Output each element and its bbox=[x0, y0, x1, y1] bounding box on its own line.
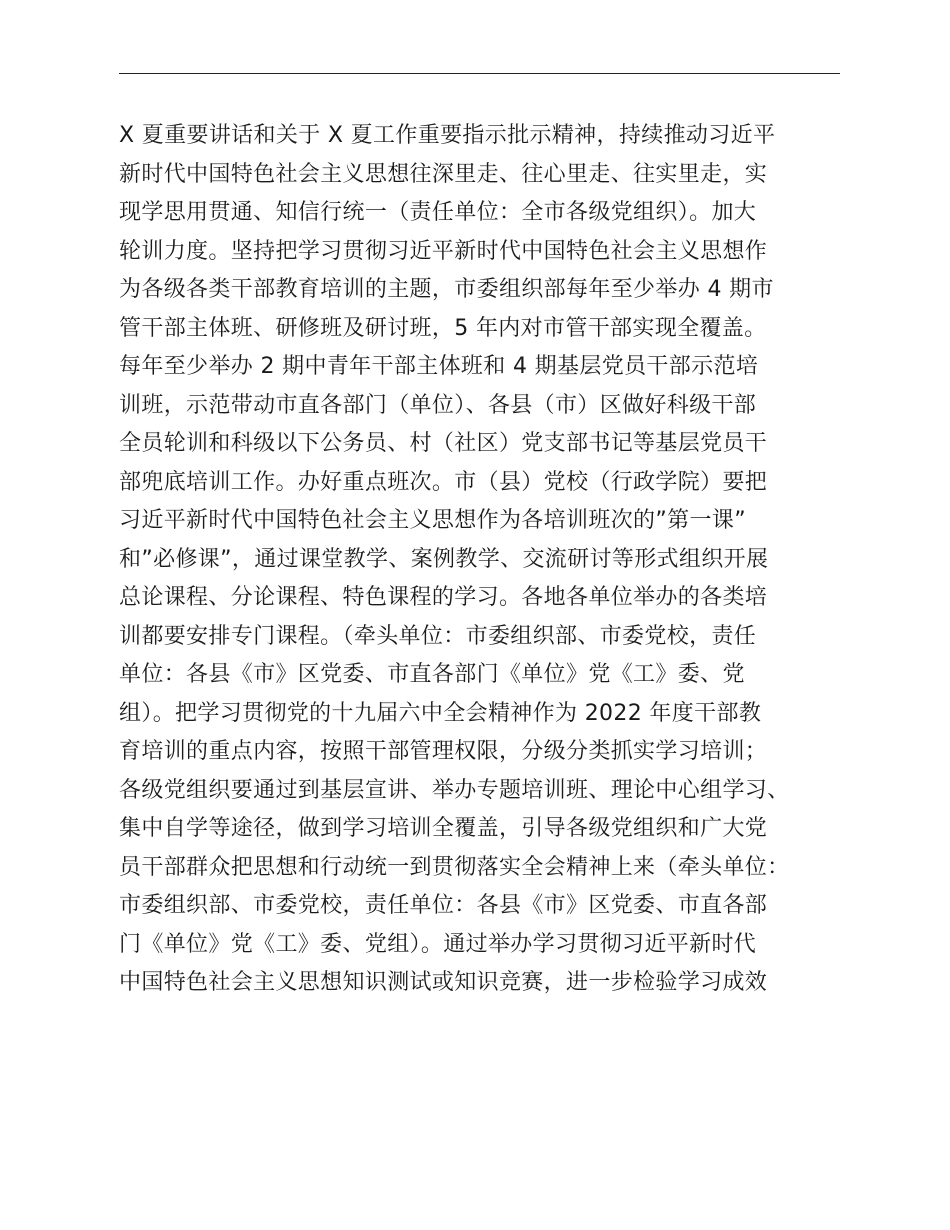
text-line: 和”必修课”，通过课堂教学、案例教学、交流研讨等形式组织开展 bbox=[119, 546, 769, 572]
text-line: 训班，示范带动市直各部门（单位）、各县（市）区做好科级干部 bbox=[119, 392, 757, 418]
text-line: 单位：各县《市》区党委、市直各部门《单位》党《工》委、党 bbox=[119, 662, 745, 687]
text-line: 训都要安排专门课程。（牵头单位：市委组织部、市委党校，责任 bbox=[119, 623, 757, 649]
text-line: 育培训的重点内容，按照干部管理权限，分级分类抓实学习培训； bbox=[119, 739, 768, 764]
text-line: 市委组织部、市委党校，责任单位：各县《市》区党委、市直各部 bbox=[119, 893, 768, 918]
text-line: 全员轮训和科级以下公务员、村（社区）党支部书记等基层党员干 bbox=[119, 431, 768, 456]
text-line: 门《单位》党《工》委、党组）。通过举办学习贯彻习近平新时代 bbox=[119, 931, 757, 957]
text-line: 每年至少举办 2 期中青年干部主体班和 4 期基层党员干部示范培 bbox=[119, 354, 759, 379]
header-rule bbox=[119, 73, 840, 74]
text-line: 员干部群众把思想和行动统一到贯彻落实全会精神上来（牵头单位： bbox=[119, 854, 790, 880]
text-line: 现学思用贯通、知信行统一（责任单位：全市各级党组织）。加大 bbox=[119, 200, 757, 225]
text-line: 集中自学等途径，做到学习培训全覆盖，引导各级党组织和广大党 bbox=[119, 816, 768, 841]
text-line: 部兜底培训工作。办好重点班次。市（县）党校（行政学院）要把 bbox=[119, 469, 768, 495]
text-line: 总论课程、分论课程、特色课程的学习。各地各单位举办的各类培 bbox=[119, 585, 768, 610]
text-line: 习近平新时代中国特色社会主义思想作为各培训班次的”第一课” bbox=[119, 508, 746, 533]
text-line: 轮训力度。坚持把学习贯彻习近平新时代中国特色社会主义思想作 bbox=[119, 238, 768, 264]
body-text bbox=[119, 117, 859, 1003]
text-line: 新时代中国特色社会主义思想往深里走、往心里走、往实里走，实 bbox=[119, 161, 768, 187]
text-line: 中国特色社会主义思想知识测试或知识竞赛，进一步检验学习成效 bbox=[119, 970, 768, 995]
text-line: 组）。把学习贯彻党的十九届六中全会精神作为 2022 年度干部教 bbox=[119, 700, 762, 726]
text-line: X 夏重要讲话和关于 X 夏工作重要指示批示精神，持续推动习近平 bbox=[119, 123, 776, 148]
text-line: 为各级各类干部教育培训的主题，市委组织部每年至少举办 4 期市 bbox=[119, 277, 774, 302]
text-line: 管干部主体班、研修班及研讨班，5 年内对市管干部实现全覆盖。 bbox=[119, 315, 767, 341]
text-line: 各级党组织要通过到基层宣讲、举办专题培训班、理论中心组学习、 bbox=[119, 777, 790, 803]
